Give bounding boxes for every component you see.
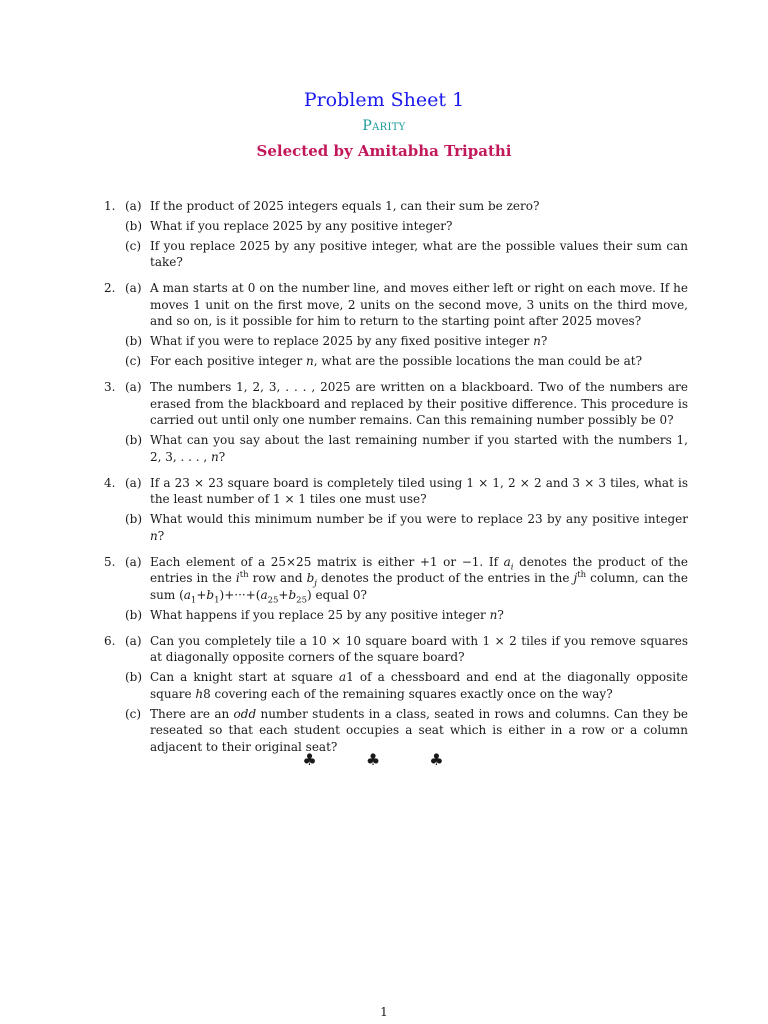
part-label: (a) <box>125 199 142 213</box>
problem-list <box>104 198 688 765</box>
part-text: What would this minimum number be if you were to replace 23 by any positive integer n? <box>150 512 688 543</box>
part-text: If you replace 2025 by any positive integer, what are the possible values their sum can take? <box>150 238 688 270</box>
part-text: What happens if you replace 25 by any positive integer n? <box>150 607 504 622</box>
problem-part <box>104 706 688 756</box>
part-label: (b) <box>125 218 143 233</box>
problem-part <box>104 554 688 604</box>
problem-part <box>104 432 688 465</box>
part-text: Can a knight start at square a1 of a chessboard and end at the diagonally opposite square h8 covering each of the remaining squares exactly once on the way? <box>150 670 688 701</box>
page-subtitle: Parity <box>362 118 406 134</box>
part-text: Each element of a 25×25 matrix is either +1 or −1. If $a_i$ denotes the product of the entries in the $i^{th}$ row and $b_j$ denotes the product of the entries in the $j^{th}$ column, can the sum $(a_1+b_1)+\cdot\cdot\cdot+(a_{25}+b_{25})$ equal 0? <box>150 554 688 606</box>
problem-number: 2. <box>104 281 116 296</box>
problem-part <box>104 607 688 624</box>
problem-part <box>104 218 688 235</box>
problem-number: 4. <box>104 475 116 490</box>
part-text: If the product of 2025 integers equals 1, can their sum be zero? <box>150 199 540 213</box>
page-title: Problem Sheet 1 <box>303 89 465 111</box>
part-label: (b) <box>125 512 143 527</box>
part-text: If a 23 × 23 square board is completely tiled using 1 × 1, 2 × 2 and 3 × 3 tiles, what is the least number of 1 × 1 tiles one must use? <box>150 475 688 507</box>
problem-part <box>104 333 688 350</box>
problem-2 <box>104 280 688 369</box>
problem-number: 3. <box>104 380 116 395</box>
page-number: 1 <box>380 1005 388 1019</box>
part-text: There are an odd number students in a class, seated in rows and columns. Can they be reseated so that each student occupies a seat which is either in a row or a column adjacent to their original seat? <box>150 706 688 754</box>
problem-number: 5. <box>104 554 116 569</box>
problem-4 <box>104 475 688 545</box>
problem-number: 6. <box>104 633 116 648</box>
part-text: What if you were to replace 2025 by any fixed positive integer n? <box>150 334 548 349</box>
part-label: (c) <box>125 706 142 721</box>
part-label: (a) <box>125 380 142 395</box>
problem-5 <box>104 554 688 624</box>
part-text: What can you say about the last remaining number if you started with the numbers 1, 2, 3, . . . , n? <box>150 433 688 464</box>
problem-6 <box>104 633 688 756</box>
problem-part <box>104 379 688 429</box>
problem-1 <box>104 198 688 271</box>
part-label: (c) <box>125 238 142 253</box>
problem-3 <box>104 379 688 465</box>
part-label: (b) <box>125 334 143 349</box>
part-label: (a) <box>125 281 142 296</box>
problem-part <box>104 198 688 215</box>
problem-part <box>104 353 688 370</box>
problem-part <box>104 238 688 271</box>
part-label: (b) <box>125 670 143 685</box>
part-text: Can you completely tile a 10 × 10 square board with 1 × 2 tiles if you remove squares at diagonally opposite corners of the square board? <box>150 633 688 665</box>
problem-part <box>104 633 688 666</box>
problem-part <box>104 280 688 330</box>
author-line: Selected by Amitabha Tripathi <box>256 142 512 160</box>
part-label: (a) <box>125 633 142 648</box>
part-text: A man starts at 0 on the number line, and moves either left or right on each move. If he moves 1 unit on the first move, 2 units on the second move, 3 units on the third move, and so on, is it possible for him to return to the starting point after 2025 moves? <box>150 281 688 329</box>
part-text: For each positive integer n, what are the possible locations the man could be at? <box>150 354 643 368</box>
problem-number: 1. <box>104 199 116 213</box>
part-label: (a) <box>125 554 142 569</box>
part-label: (b) <box>125 607 143 622</box>
problem-part <box>104 669 688 702</box>
part-label: (c) <box>125 354 142 368</box>
clubs-ornament: ♣ ♣ ♣ <box>302 750 466 769</box>
part-text: The numbers 1, 2, 3, . . . , 2025 are written on a blackboard. Two of the numbers are erased from the blackboard and replaced by their positive difference. This procedure is carried out until only one number remains. Can this remaining number possibly be 0? <box>150 380 688 428</box>
problem-part <box>104 511 688 544</box>
problem-part <box>104 475 688 508</box>
part-label: (a) <box>125 475 142 490</box>
part-label: (b) <box>125 433 143 448</box>
part-text: What if you replace 2025 by any positive integer? <box>150 218 453 233</box>
